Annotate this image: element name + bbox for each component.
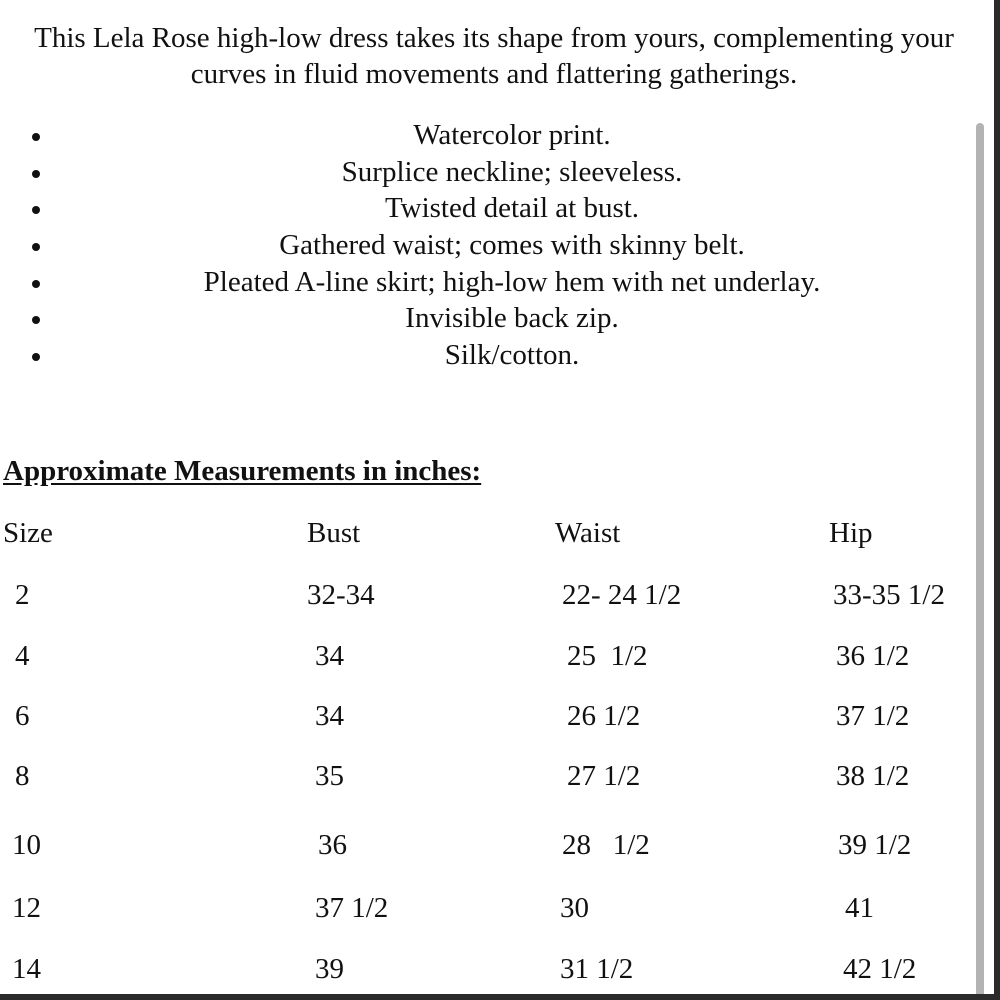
feature-item — [0, 300, 994, 337]
size-cell: 8 — [15, 760, 30, 792]
hip-cell: 37 1/2 — [836, 700, 910, 732]
bullet-icon — [32, 280, 40, 288]
feature-text: Invisible back zip. — [405, 302, 619, 335]
bullet-icon — [32, 353, 40, 361]
intro-line-2: curves in fluid movements and flattering gatherings. — [190, 58, 798, 90]
bullet-icon — [32, 243, 40, 251]
feature-item — [0, 117, 994, 154]
feature-item — [0, 190, 994, 227]
bust-cell: 35 — [315, 760, 344, 792]
size-column-header: Size — [3, 517, 53, 549]
waist-column-header: Waist — [555, 517, 621, 549]
feature-text: Pleated A-line skirt; high-low hem with net underlay. — [203, 265, 821, 298]
bust-column-header: Bust — [307, 517, 361, 549]
bust-cell: 34 — [315, 640, 344, 672]
bust-cell: 36 — [318, 829, 347, 861]
feature-item — [0, 154, 994, 191]
bust-cell: 37 1/2 — [315, 892, 389, 924]
hip-cell: 33-35 1/2 — [833, 579, 945, 611]
bust-cell: 34 — [315, 700, 344, 732]
feature-text: Surplice neckline; sleeveless. — [341, 155, 683, 188]
feature-list — [0, 117, 994, 374]
feature-text: Watercolor print. — [413, 119, 611, 151]
size-cell: 2 — [15, 579, 30, 611]
bullet-icon — [32, 316, 40, 324]
bust-cell: 32-34 — [307, 579, 375, 611]
size-cell: 14 — [12, 953, 41, 985]
waist-cell: 27 1/2 — [567, 760, 641, 792]
feature-item — [0, 337, 994, 374]
hip-cell: 39 1/2 — [838, 829, 912, 861]
product-intro — [0, 20, 988, 92]
feature-text: Gathered waist; comes with skinny belt. — [279, 229, 745, 262]
hip-cell: 36 1/2 — [836, 640, 910, 672]
hip-column-header: Hip — [829, 517, 873, 549]
feature-item — [0, 227, 994, 264]
measurements-heading: Approximate Measurements in inches: — [3, 455, 482, 487]
feature-text: Silk/cotton. — [444, 339, 580, 372]
waist-cell: 31 1/2 — [560, 953, 634, 985]
waist-cell: 26 1/2 — [567, 700, 641, 732]
vertical-scrollbar[interactable] — [976, 123, 984, 994]
waist-cell: 30 — [560, 892, 589, 924]
size-cell: 10 — [12, 829, 41, 861]
intro-line-1: This Lela Rose high-low dress takes its shape from yours, complementing your — [34, 22, 954, 54]
bullet-icon — [32, 133, 40, 141]
waist-cell: 22- 24 1/2 — [562, 579, 682, 611]
hip-cell: 41 — [845, 892, 874, 924]
size-cell: 4 — [15, 640, 30, 672]
hip-cell: 42 1/2 — [843, 953, 917, 985]
bullet-icon — [32, 170, 40, 178]
waist-cell: 25 1/2 — [567, 640, 648, 672]
bullet-icon — [32, 206, 40, 214]
size-cell: 6 — [15, 700, 30, 732]
hip-cell: 38 1/2 — [836, 760, 910, 792]
feature-text: Twisted detail at bust. — [384, 192, 640, 225]
feature-item — [0, 264, 994, 301]
size-cell: 12 — [12, 892, 41, 924]
bust-cell: 39 — [315, 953, 344, 985]
waist-cell: 28 1/2 — [562, 829, 650, 861]
